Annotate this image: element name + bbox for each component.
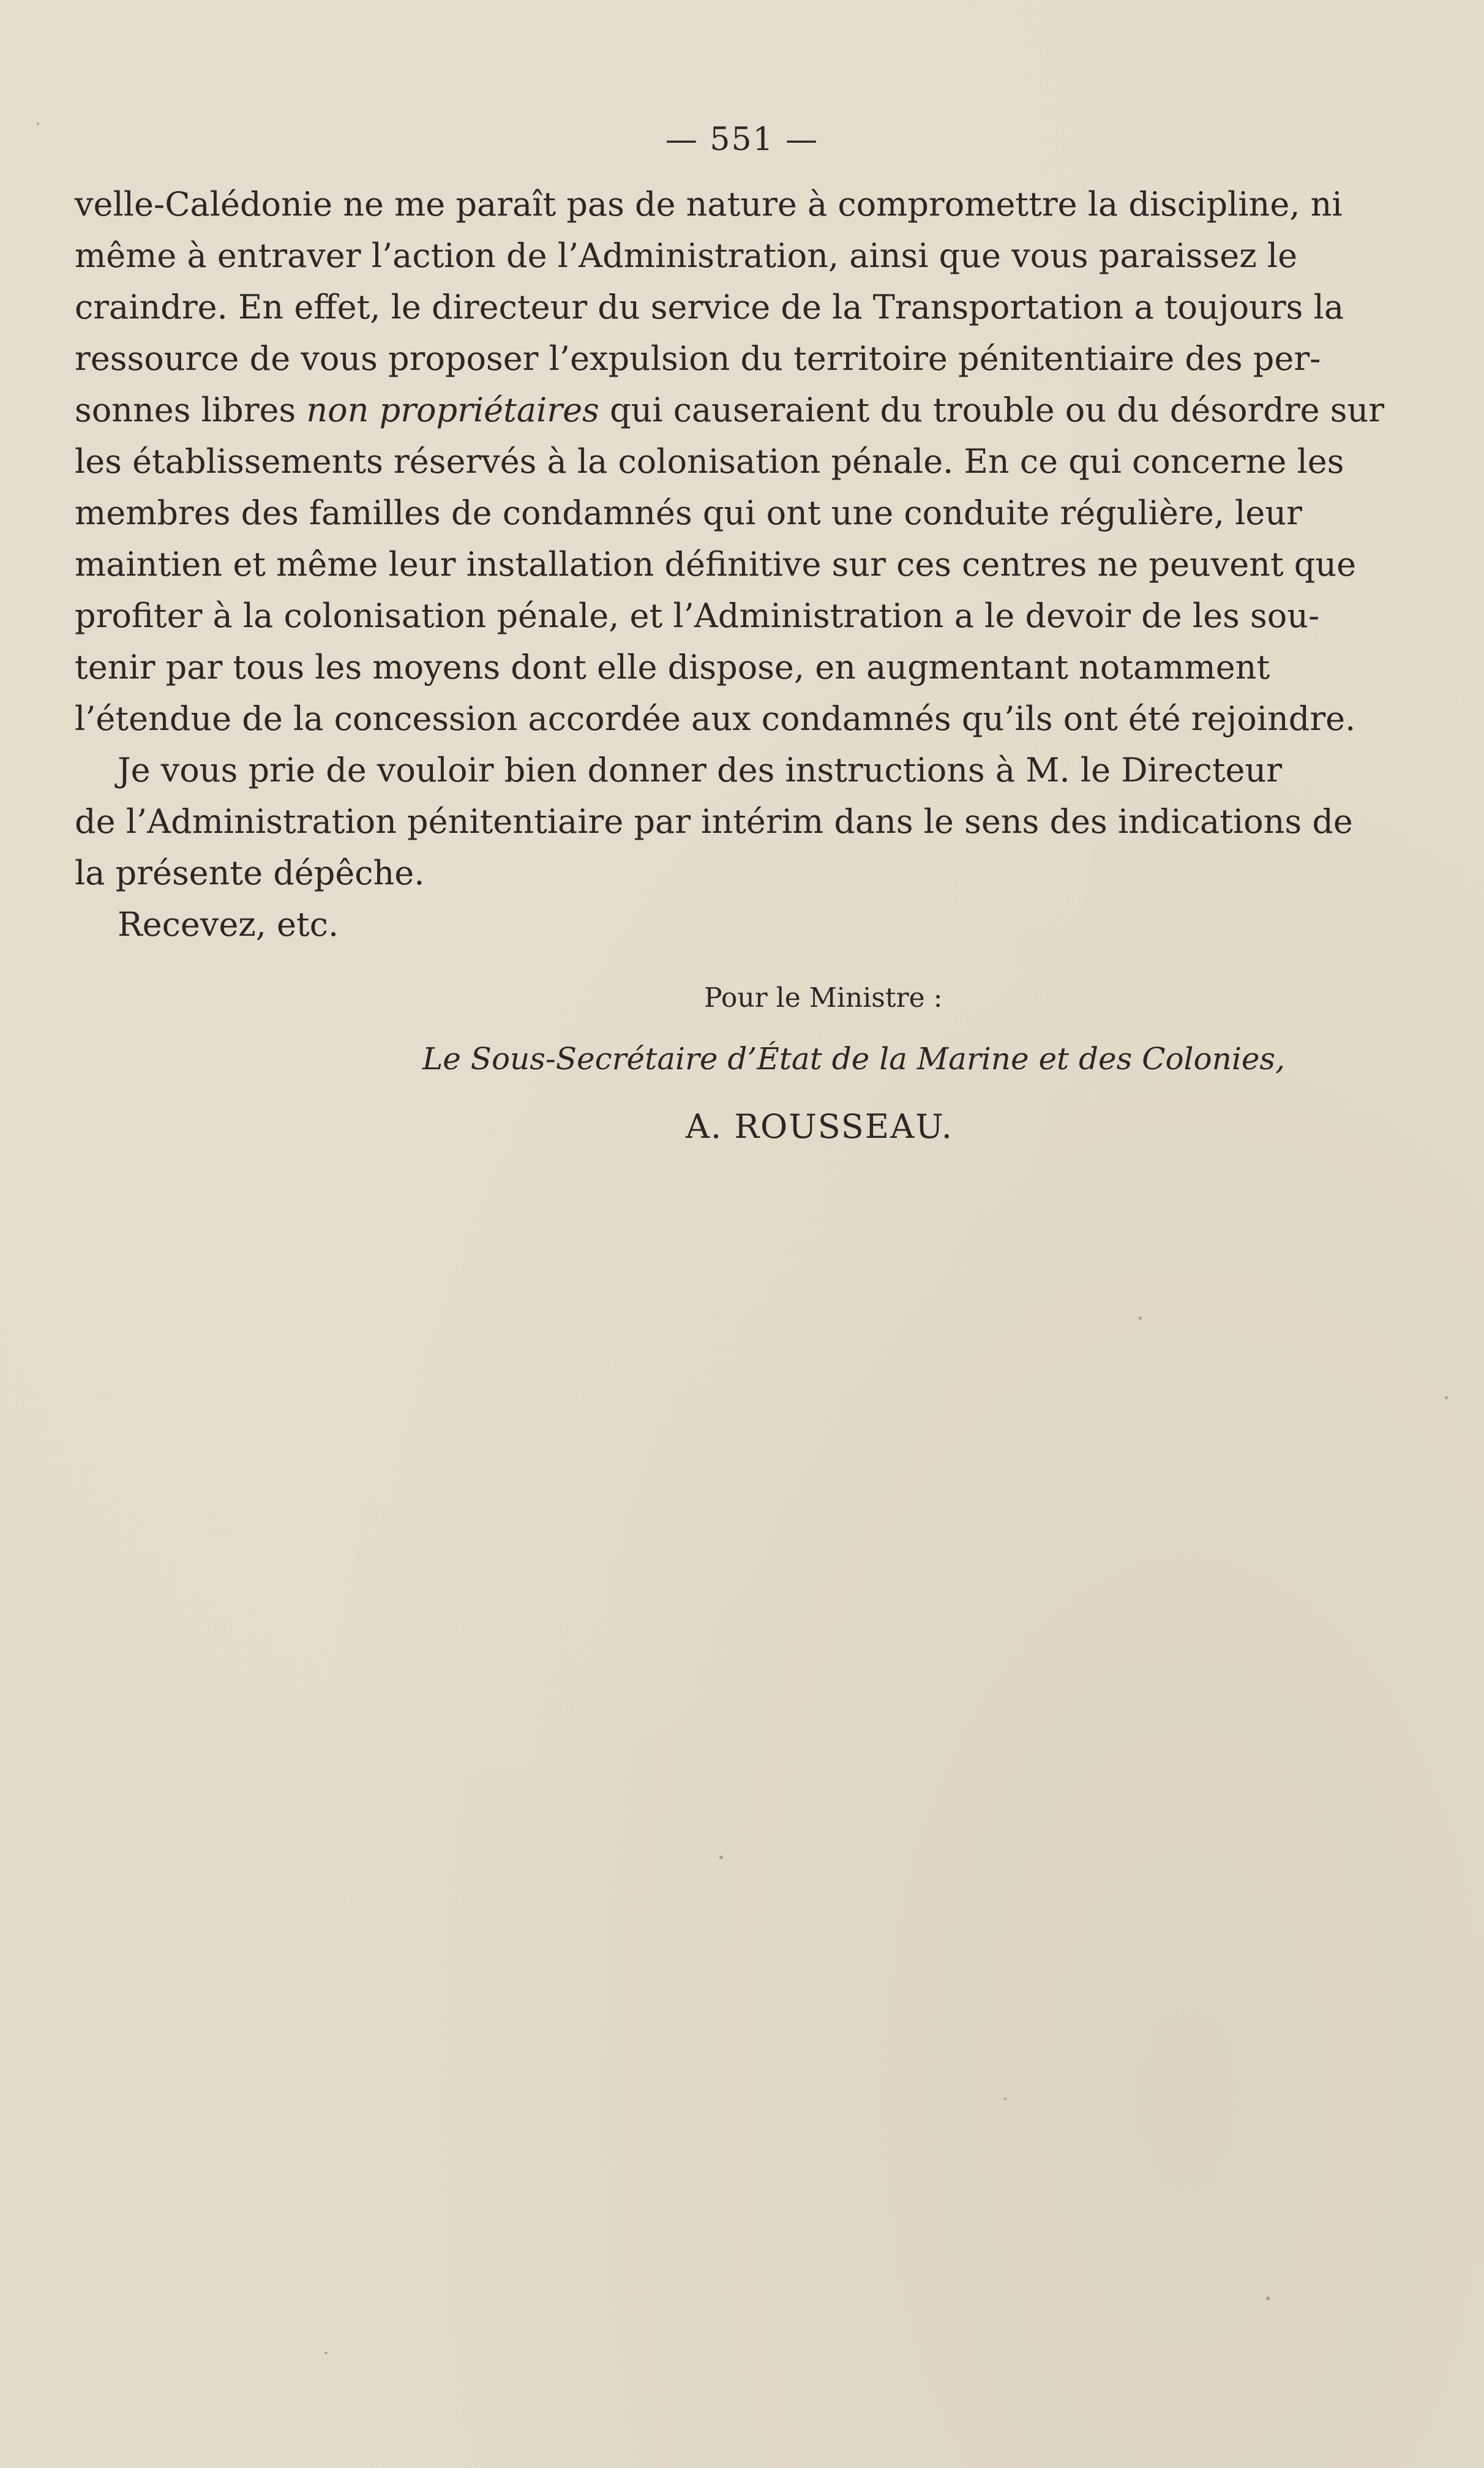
body-line: même à entraver l’action de l’Administration, ainsi que vous paraissez le	[75, 236, 1298, 275]
paper-speck	[1004, 2097, 1006, 2100]
body-line: Je vous prie de vouloir bien donner des instructions à M. le Directeur	[118, 751, 1283, 789]
closing-line: Recevez, etc.	[118, 905, 339, 944]
body-line: maintien et même leur installation définitive sur ces centres ne peuvent que	[75, 545, 1357, 584]
paper-speck	[719, 1856, 723, 1859]
body-line: craindre. En effet, le directeur du service de la Transportation a toujours la	[75, 288, 1344, 326]
emphasis-text: non propriétaires	[306, 391, 599, 429]
paper-speck	[1139, 1317, 1142, 1320]
body-text	[75, 179, 1385, 950]
paper-speck	[37, 122, 39, 125]
body-line: l’étendue de la concession accordée aux condamnés qu’ils ont été rejoindre.	[75, 699, 1356, 738]
body-line: velle-Calédonie ne me paraît pas de nature à compromettre la discipline, ni	[75, 185, 1343, 224]
body-text-segment: sonnes libres	[75, 391, 296, 429]
signature-for-minister: Pour le Ministre :	[704, 982, 943, 1014]
signature-title: Le Sous-Secrétaire d’État de la Marine et des Colonies,	[422, 1041, 1285, 1077]
body-line: les établissements réservés à la colonisation pénale. En ce qui concerne les	[75, 442, 1344, 481]
body-line: tenir par tous les moyens dont elle dispose, en augmentant notamment	[75, 648, 1270, 687]
paper-speck	[1445, 1396, 1448, 1399]
body-line: ressource de vous proposer l’expulsion du territoire pénitentiaire des per-	[75, 339, 1321, 378]
body-line: profiter à la colonisation pénale, et l’Administration a le devoir de les sou-	[75, 596, 1320, 635]
body-line: de l’Administration pénitentiaire par intérim dans le sens des indications de	[75, 802, 1353, 841]
body-line: la présente dépêche.	[75, 854, 425, 892]
body-line: membres des familles de condamnés qui ont une conduite régulière, leur	[75, 494, 1302, 532]
paper-speck	[324, 2352, 328, 2354]
body-line-mixed	[75, 385, 1385, 436]
paper-speck	[1266, 2297, 1270, 2300]
signature-name: A. ROUSSEAU.	[686, 1107, 953, 1146]
body-text-segment: qui causeraient du trouble ou du désordre sur	[609, 391, 1385, 429]
page-number: — 551 —	[665, 121, 819, 158]
